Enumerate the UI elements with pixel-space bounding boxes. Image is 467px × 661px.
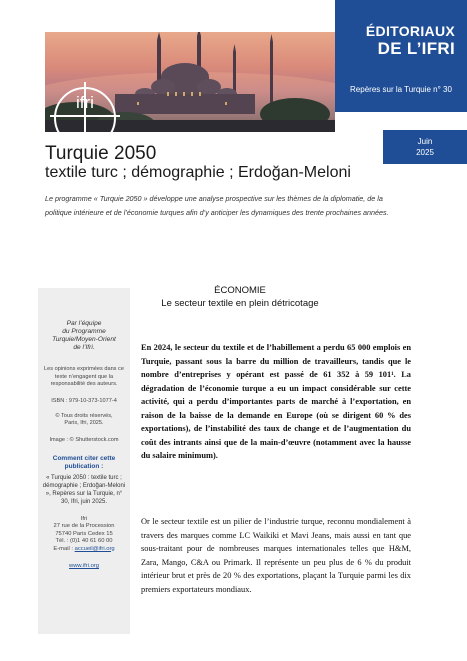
- isbn: ISBN : 979-10-373-1077-4: [51, 397, 117, 404]
- org-phone: Tél. : (0)1 40 61 60 00: [55, 538, 113, 544]
- logo-text: ifri: [76, 93, 94, 112]
- intro-text: Le programme « Turquie 2050 » développe une analyse prospective sur les thèmes de la diplomatie, de la politique intérieure et de l’économie turques afin d’y anticiper les dynamiques des trente prochaines années.: [45, 194, 389, 217]
- author-credit-line: Par l’équipe: [66, 320, 102, 327]
- section-title: Le secteur textile en plein détricotage: [161, 298, 319, 309]
- org-email-link[interactable]: accueil@ifri.org: [74, 545, 115, 552]
- date-month: Juin: [417, 137, 433, 146]
- series-title-line2: DE L’IFRI: [377, 39, 455, 58]
- page-title: Turquie 2050: [45, 143, 157, 164]
- org-email-label: E-mail :: [53, 545, 75, 552]
- sidebar-info: [38, 288, 130, 634]
- org-contact: [38, 516, 130, 554]
- citation-heading: [38, 455, 130, 471]
- body-paragraph: Or le secteur textile est un pilier de l’industrie turque, reconnu mondialement à travers des marques comme LC Waikiki et Mavi Jeans, mais aussi en tant que sous-traitant pour de nombreuses marques internationales telles que H&M, Zara, Mango, C&A ou Primark. Il représente un peu plus de 6 % du produit intérieur brut et près de 20 % des exportations, plaçant la Turquie parmi les dix premiers exportateurs mondiaux.: [141, 517, 411, 594]
- copyright-line: Paris, Ifri, 2025.: [64, 420, 104, 426]
- date-year: 2025: [416, 148, 434, 157]
- author-credit-line: du Programme: [62, 328, 106, 335]
- series-subtitle: Repères sur la Turquie n° 30: [350, 85, 452, 94]
- page-subtitle: textile turc ; démographie ; Erdoğan-Meloni: [45, 164, 351, 181]
- date-badge: [383, 130, 467, 164]
- website-link[interactable]: www.ifri.org: [69, 563, 99, 569]
- org-name: Ifri: [80, 515, 88, 522]
- org-email-row: [38, 546, 130, 554]
- series-title: [366, 22, 455, 58]
- copyright-line: © Tous droits réservés,: [55, 412, 113, 419]
- disclaimer: Les opinions exprimées dans ce texte n’engagent que la responsabilité des auteurs.: [44, 366, 124, 387]
- series-title-line1: ÉDITORIAUX: [365, 23, 455, 39]
- citation-text: « Turquie 2050 : textile turc ; démographie ; Erdoğan-Meloni », Repères sur la Turquie, n° 30, Ifri, juin 2025.: [42, 474, 126, 505]
- author-credit-line: Turquie/Moyen-Orient: [52, 336, 116, 343]
- org-address: 75740 Paris Cedex 15: [55, 530, 113, 537]
- citation-heading-line: Comment citer cette: [52, 454, 116, 462]
- author-credit-line: de l’Ifri.: [73, 344, 95, 351]
- author-credit: [38, 320, 130, 352]
- citation-heading-line: publication :: [64, 462, 104, 470]
- series-banner: [335, 0, 467, 112]
- ifri-logo: [40, 80, 130, 150]
- copyright: [38, 413, 130, 428]
- org-address: 27 rue de la Procession: [53, 523, 115, 529]
- image-credit: Image : © Shutterstock.com: [49, 436, 119, 443]
- lead-paragraph: En 2024, le secteur du textile et de l’habillement a perdu 65 000 emplois en Turquie, passant sous la barre du million de travailleurs, tandis que le nombre d’entreprises y opérant est passé de 61 352 à 59 101¹. La dégradation de l’économie turque a eu un impact considérable sur cette activité, qui a perdu d’importantes parts de marché à l’exportation, en raison de la baisse de la demande en Europe (où se dirigent 60 % des exportations), de l’instabilité des taux de change et de l’augmentation du coût des intrants ainsi que de la main-d’œuvre (notamment avec la hausse du salaire minimum).: [141, 343, 411, 460]
- section-label: ÉCONOMIE: [214, 285, 266, 296]
